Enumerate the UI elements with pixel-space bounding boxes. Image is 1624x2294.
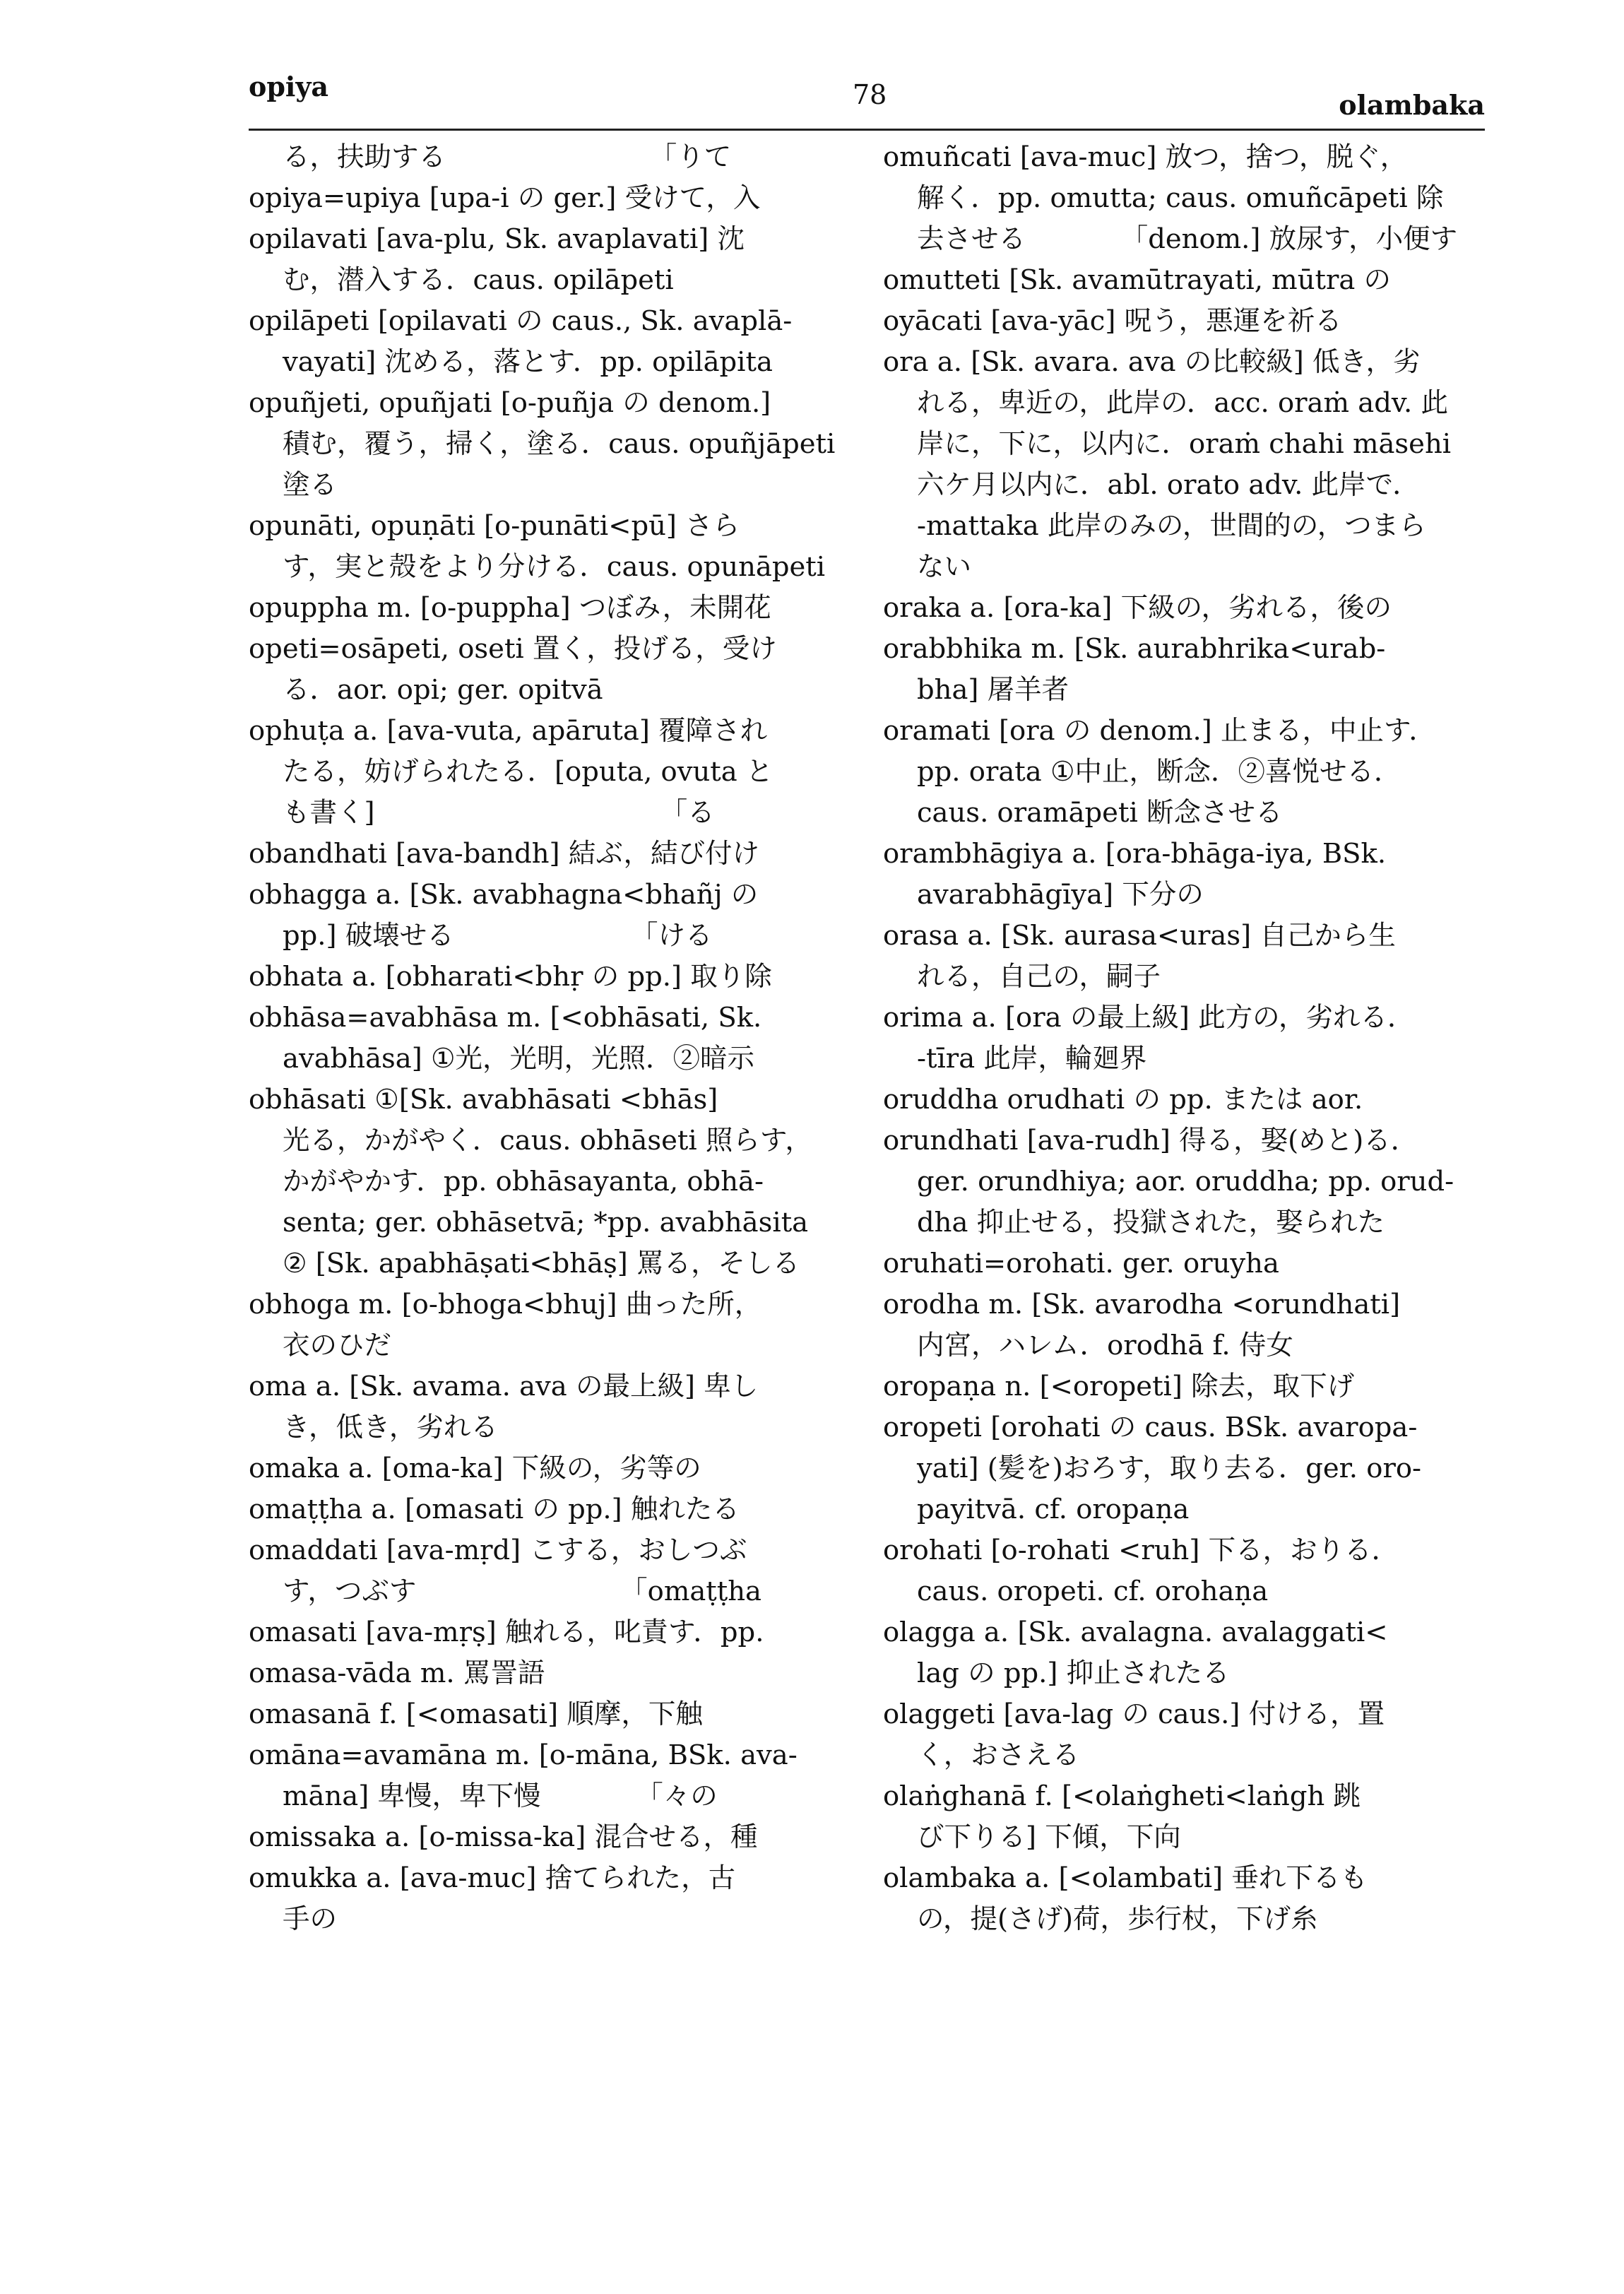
dictionary-line: 去させる 「denom.] 放尿す，小便す [917, 223, 1458, 255]
running-head-left: opiya [249, 71, 329, 102]
dictionary-line: obhoga m. [o-bhoga<bhuj] 曲った所， [249, 1289, 762, 1320]
dictionary-line: 衣のひだ [283, 1330, 392, 1361]
dictionary-line: avabhāsa] ①光，光明，光照．②暗示 [283, 1043, 755, 1075]
dictionary-line: obandhati [ava-bandh] 結ぶ，結び付け [249, 838, 760, 870]
dictionary-line: ② [Sk. apabhāṣati<bhāṣ] 罵る，そしる [283, 1248, 800, 1279]
dictionary-line: avarabhāgīya] 下分の [917, 879, 1204, 911]
dictionary-line: caus. oropeti. cf. orohaṇa [917, 1575, 1269, 1607]
dictionary-line: dha 抑止せる，投獄された，娶られた [917, 1207, 1385, 1238]
dictionary-line: yati] (髪を)おろす，取り去る．ger. oro- [917, 1453, 1422, 1484]
dictionary-line: 手の [283, 1903, 338, 1935]
dictionary-line: obhata a. [obharati<bhṛ の pp.] 取り除 [249, 961, 772, 993]
dictionary-line: omukka a. [ava-muc] 捨てられた，古 [249, 1862, 736, 1894]
dictionary-line: opilāpeti [opilavati の caus., Sk. avaplā- [249, 305, 793, 337]
dictionary-line: 光る，かがやく．caus. obhāseti 照らす， [283, 1125, 812, 1157]
dictionary-line: たる，妨げられたる．[oputa, ovuta と [283, 756, 774, 788]
dictionary-line: 六ケ月以内に．abl. orato adv. 此岸で． [917, 469, 1420, 501]
dictionary-line: omaṭṭha a. [omasati の pp.] 触れたる [249, 1494, 740, 1525]
dictionary-line: oropeti [orohati の caus. BSk. avaropa- [883, 1412, 1418, 1443]
dictionary-line: olaggeti [ava-lag の caus.] 付ける，置 [883, 1698, 1385, 1730]
dictionary-line: ora a. [Sk. avara. ava の比較級] 低き，劣 [883, 346, 1421, 378]
dictionary-line: obhāsa=avabhāsa m. [<obhāsati, Sk. [249, 1002, 762, 1034]
dictionary-line: orabbhika m. [Sk. aurabhrika<urab- [883, 633, 1386, 665]
dictionary-line: ger. orundhiya; aor. oruddha; pp. orud- [917, 1166, 1454, 1198]
dictionary-line: obhagga a. [Sk. avabhagna<bhañj の [249, 879, 759, 911]
dictionary-line: opeti=osāpeti, oseti 置く，投げる，受け [249, 633, 777, 665]
dictionary-line: vayati] 沈める，落とす．pp. opilāpita [283, 346, 773, 378]
dictionary-line: す，つぶす 「omaṭṭha [283, 1575, 762, 1607]
dictionary-line: bha] 屠羊者 [917, 674, 1069, 706]
dictionary-line: omissaka a. [o-missa-ka] 混合せる，種 [249, 1821, 758, 1853]
dictionary-line: も書く] 「る [283, 797, 715, 829]
page-number: 78 [853, 79, 887, 110]
dictionary-line: 岸に，下に，以内に．oraṁ chahi māsehi [917, 428, 1452, 460]
dictionary-line: omutteti [Sk. avamūtrayati, mūtra の [883, 264, 1392, 296]
dictionary-line: 解く．pp. omutta; caus. omuñcāpeti 除 [917, 182, 1444, 214]
dictionary-line: payitvā. cf. oropaṇa [917, 1494, 1190, 1525]
dictionary-line: れる，卑近の，此岸の．acc. oraṁ adv. 此 [917, 387, 1449, 419]
dictionary-line: る．aor. opi; ger. opitvā [283, 674, 603, 706]
dictionary-line: oruhati=orohati. ger. oruyha [883, 1248, 1279, 1279]
dictionary-line: omasa-vāda m. 罵詈語 [249, 1657, 545, 1689]
dictionary-line: omasati [ava-mṛṣ] 触れる，叱責す．pp. [249, 1616, 764, 1648]
dictionary-line: ない [917, 551, 972, 583]
dictionary-line: oropaṇa n. [<oropeti] 除去，取下げ [883, 1371, 1355, 1402]
dictionary-line: omaddati [ava-mṛd] こする，おしつぶ [249, 1535, 747, 1566]
dictionary-line: omuñcati [ava-muc] 放つ，捨つ，脱ぐ， [883, 141, 1408, 173]
dictionary-line: opuppha m. [o-puppha] つぼみ，未開花 [249, 592, 771, 624]
dictionary-line: oma a. [Sk. avama. ava の最上級] 卑し [249, 1371, 759, 1402]
dictionary-line: orundhati [ava-rudh] 得る，娶(めと)る． [883, 1125, 1418, 1157]
dictionary-line: る，扶助する 「りて [283, 141, 732, 173]
dictionary-line: orambhāgiya a. [ora-bhāga-iya, BSk. [883, 838, 1387, 870]
dictionary-line: 積む，覆う，掃く，塗る．caus. opuñjāpeti [283, 428, 836, 460]
dictionary-line: olagga a. [Sk. avalagna. avalaggati< [883, 1616, 1388, 1648]
dictionary-line: opuñjeti, opuñjati [o-puñja の denom.] [249, 387, 771, 419]
dictionary-line: orohati [o-rohati <ruh] 下る，おりる． [883, 1535, 1399, 1566]
dictionary-line: む，潜入する．caus. opilāpeti [283, 264, 674, 296]
dictionary-line: orima a. [ora の最上級] 此方の，劣れる． [883, 1002, 1415, 1034]
dictionary-line: く，おさえる [917, 1739, 1080, 1771]
right-column [883, 137, 1483, 1940]
page-header [249, 65, 1485, 131]
dictionary-line: ophuṭa a. [ava-vuta, apāruta] 覆障され [249, 715, 768, 747]
dictionary-line: す，実と殻をより分ける．caus. opunāpeti [283, 551, 826, 583]
dictionary-line: māna] 卑慢，卑下慢 「々の [283, 1780, 718, 1812]
dictionary-line: pp. orata ①中止，断念．②喜悦せる． [917, 756, 1401, 788]
dictionary-line: opilavati [ava-plu, Sk. avaplavati] 沈 [249, 223, 745, 255]
dictionary-line: opiya=upiya [upa-i の ger.] 受けて，入 [249, 182, 761, 214]
dictionary-line: orasa a. [Sk. aurasa<uras] 自己から生 [883, 920, 1396, 952]
dictionary-line: lag の pp.] 抑止されたる [917, 1657, 1230, 1689]
dictionary-line: olambaka a. [<olambati] 垂れ下るも [883, 1862, 1368, 1894]
dictionary-line: び下りる] 下傾，下向 [917, 1821, 1181, 1853]
dictionary-line: 塗る [283, 469, 338, 501]
dictionary-line: き，低き，劣れる [283, 1412, 498, 1443]
dictionary-line: pp.] 破壊せる 「ける [283, 920, 713, 952]
dictionary-line: orodha m. [Sk. avarodha <orundhati] [883, 1289, 1401, 1320]
dictionary-line: -tīra 此岸，輪廻界 [917, 1043, 1147, 1075]
dictionary-line: oraka a. [ora-ka] 下級の，劣れる，後の [883, 592, 1392, 624]
dictionary-line: senta; ger. obhāsetvā; *pp. avabhāsita [283, 1207, 809, 1238]
dictionary-line: olaṅghanā f. [<olaṅgheti<laṅgh 跳 [883, 1780, 1361, 1812]
dictionary-line: の，提(さげ)荷，歩行杖，下げ糸 [917, 1903, 1318, 1935]
dictionary-line: れる，自己の，嗣子 [917, 961, 1161, 993]
dictionary-line: oruddha orudhati の pp. または aor. [883, 1084, 1363, 1116]
dictionary-line: oramati [ora の denom.] 止まる，中止す． [883, 715, 1436, 747]
dictionary-line: omasanā f. [<omasati] 順摩，下触 [249, 1698, 703, 1730]
dictionary-line: caus. oramāpeti 断念させる [917, 797, 1283, 829]
dictionary-line: かがやかす．pp. obhāsayanta, obhā- [283, 1166, 764, 1198]
dictionary-line: omāna=avamāna m. [o-māna, BSk. ava- [249, 1739, 798, 1771]
dictionary-line: obhāsati ①[Sk. avabhāsati <bhās] [249, 1084, 718, 1116]
running-head-right: olambaka [1339, 89, 1485, 121]
dictionary-line: 内宮，ハレム．orodhā f. 侍女 [917, 1330, 1293, 1361]
left-column [249, 137, 849, 1940]
dictionary-line: -mattaka 此岸のみの，世間的の，つまら [917, 510, 1426, 542]
dictionary-line: omaka a. [oma-ka] 下級の，劣等の [249, 1453, 701, 1484]
dictionary-line: oyācati [ava-yāc] 呪う，悪運を祈る [883, 305, 1342, 337]
dictionary-line: opunāti, opuṇāti [o-punāti<pū] さら [249, 510, 740, 542]
